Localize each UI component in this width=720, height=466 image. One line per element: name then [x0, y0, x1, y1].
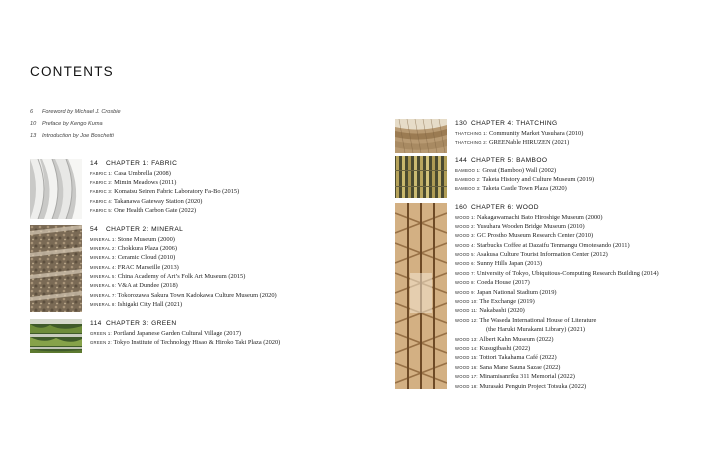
- chapter-page-number: 14: [90, 160, 99, 167]
- chapter-page-number: 160: [455, 204, 468, 211]
- project-entry: [455, 213, 659, 222]
- entry-title: GREENable HIRUZEN (2021): [488, 138, 570, 146]
- entry-title: Ceramic Cloud (2010): [117, 254, 176, 262]
- project-entry: [90, 329, 280, 338]
- project-entry: [455, 138, 583, 147]
- entry-title: Mimin Meadows (2011): [114, 178, 177, 186]
- entry-title: Great (Bamboo) Wall (2002): [482, 166, 557, 174]
- entry-title: Chokkura Plaza (2006): [117, 244, 178, 252]
- entry-title: Japan National Stadium (2019): [476, 288, 557, 296]
- entry-title: Stone Museum (2000): [117, 235, 175, 243]
- entry-label: WOOD 5:: [455, 252, 476, 258]
- entry-title: One Health Carbon Gate (2022): [114, 207, 197, 215]
- project-entry: [455, 269, 659, 278]
- entry-label: FABRIC 1:: [90, 170, 113, 176]
- project-entry: [90, 235, 277, 244]
- chapter-page-number: 144: [455, 157, 468, 164]
- project-entry: [90, 300, 277, 309]
- project-entry: [90, 187, 239, 196]
- chapter-entries: [90, 159, 239, 215]
- thatching-thumbnail: [395, 119, 447, 153]
- chapter-heading: [90, 225, 277, 234]
- chapter-title: CHAPTER 5: BAMBOO: [471, 157, 548, 164]
- entry-title: Portland Japanese Garden Cultural Village (2017): [113, 329, 242, 337]
- entry-title: Tokorozawa Sakura Town Kadokawa Culture Museum (2020): [117, 291, 277, 299]
- chapter-entries: [455, 119, 583, 147]
- chapter-heading: [90, 319, 280, 328]
- entry-label: WOOD 8:: [455, 280, 476, 286]
- entry-label: MINERAL 2:: [90, 245, 117, 251]
- project-entry: [455, 335, 659, 344]
- entry-title: University of Tokyo, Ubiquitous-Computing Research Building (2014): [476, 269, 659, 277]
- intro-page-number: 13: [30, 133, 37, 139]
- entry-title: Minamisanriku 311 Memorial (2022): [479, 373, 575, 381]
- entry-title: China Academy of Art’s Folk Art Museum (2015): [117, 273, 246, 281]
- project-entry: [455, 250, 659, 259]
- entry-title: Nakabashi (2020): [479, 307, 525, 315]
- entry-label: WOOD 18:: [455, 383, 478, 389]
- entry-label: MINERAL 4:: [90, 264, 117, 270]
- intro-page-number: 6: [30, 109, 34, 115]
- entry-label: BAMBOO 2:: [455, 176, 481, 182]
- entry-label: FABRIC 3:: [90, 189, 113, 195]
- chapter-entries: [455, 156, 594, 194]
- entry-label: GREEN 2:: [90, 339, 112, 345]
- entry-label: WOOD 9:: [455, 289, 476, 295]
- project-entry: [90, 253, 277, 262]
- entry-title: V&A at Dundee (2018): [117, 282, 178, 290]
- fabric-thumbnail: [30, 159, 82, 219]
- entry-title: FRAC Marseille (2013): [117, 263, 179, 271]
- chapter-page-number: 114: [90, 320, 102, 327]
- green-thumbnail: [30, 319, 82, 353]
- entry-title: Albert Kahn Museum (2022): [479, 335, 554, 343]
- entry-title: Taketa Castle Town Plaza (2020): [482, 185, 567, 193]
- project-entry: [90, 338, 280, 347]
- entry-label: THATCHING 2:: [455, 139, 488, 145]
- project-entry: [455, 184, 594, 193]
- intro-title: Introduction by Joe Boschetti: [42, 133, 114, 139]
- intro-entry: [30, 106, 121, 118]
- entry-title: The Waseda International House of Literature: [479, 316, 597, 324]
- project-entry: [455, 316, 659, 325]
- entry-label: WOOD 17:: [455, 374, 478, 380]
- entry-title: Asakusa Culture Tourist Information Center (2012): [476, 251, 608, 259]
- project-entry: [455, 175, 594, 184]
- entry-title: Sana Mane Sauna Sazae (2022): [479, 363, 561, 371]
- project-entry: [455, 297, 659, 306]
- entry-title: Sunny Hills Japan (2013): [476, 260, 543, 268]
- project-entry: [455, 278, 659, 287]
- entry-label: WOOD 10:: [455, 299, 478, 305]
- project-entry: [90, 206, 239, 215]
- entry-label: WOOD 16:: [455, 364, 478, 370]
- project-entry: [90, 178, 239, 187]
- project-entry: [455, 306, 659, 315]
- entry-title: (the Haruki Murakami Library) (2021): [486, 326, 586, 334]
- entry-title: The Exchange (2019): [479, 298, 535, 306]
- entry-title: Tottori Takahama Café (2022): [479, 354, 557, 362]
- mineral-thumbnail: [30, 225, 82, 312]
- project-entry: [90, 291, 277, 300]
- entry-title: Murasaki Penguin Project Totsuka (2022): [479, 382, 587, 390]
- entry-title: Coeda House (2017): [476, 279, 530, 287]
- entry-title: Taketa History and Culture Museum (2019): [482, 175, 595, 183]
- chapter-title: CHAPTER 3: GREEN: [106, 320, 177, 327]
- entry-label: BAMBOO 1:: [455, 167, 481, 173]
- project-entry: [455, 288, 659, 297]
- project-entry: [455, 129, 583, 138]
- entry-label: WOOD 2:: [455, 223, 476, 229]
- entry-label: WOOD 1:: [455, 214, 476, 220]
- entry-label: WOOD 7:: [455, 270, 476, 276]
- project-entry: [455, 166, 594, 175]
- intro-entry: [30, 118, 121, 130]
- chapter-title: CHAPTER 6: WOOD: [471, 204, 539, 211]
- project-entry: [455, 241, 659, 250]
- entry-label: MINERAL 3:: [90, 255, 117, 261]
- entry-title: Yusuhara Wooden Bridge Museum (2010): [476, 222, 585, 230]
- entry-label: FABRIC 5:: [90, 208, 113, 214]
- chapter-heading: [455, 119, 583, 128]
- chapter-page-number: 130: [455, 120, 468, 127]
- entry-label: MINERAL 7:: [90, 292, 117, 298]
- page-title: CONTENTS: [30, 64, 114, 79]
- chapter-entries: [90, 319, 280, 347]
- entry-label: FABRIC 4:: [90, 198, 113, 204]
- project-entry: [90, 281, 277, 290]
- entry-label: WOOD 12:: [455, 317, 478, 323]
- entry-label: WOOD 6:: [455, 261, 476, 267]
- entry-title: Komatsu Seiren Fabric Laboratory Fa-Bo (2015): [114, 188, 240, 196]
- entry-label: WOOD 15:: [455, 355, 478, 361]
- entry-title: Tokyo Institute of Technology Hisao & Hiroko Taki Plaza (2020): [113, 338, 281, 346]
- entry-label: GREEN 1:: [90, 330, 112, 336]
- chapter-title: CHAPTER 4: THATCHING: [471, 120, 558, 127]
- project-entry: [90, 169, 239, 178]
- chapter-entries: [90, 225, 277, 310]
- project-entry: [455, 382, 659, 391]
- entry-label: WOOD 14:: [455, 345, 478, 351]
- intro-title: Foreword by Michael J. Crosbie: [42, 109, 121, 115]
- entry-title: Kusugibashi (2022): [479, 344, 531, 352]
- project-entry: [455, 372, 659, 381]
- entry-label: MINERAL 1:: [90, 236, 117, 242]
- bamboo-thumbnail: [395, 156, 447, 198]
- project-entry: [90, 263, 277, 272]
- project-entry: [90, 197, 239, 206]
- entry-label: WOOD 4:: [455, 242, 476, 248]
- entry-title: Casa Umbrella (2008): [114, 169, 171, 177]
- project-entry: [455, 353, 659, 362]
- entry-label: MINERAL 8:: [90, 302, 117, 308]
- entry-title: Takanawa Gateway Station (2020): [113, 197, 203, 205]
- entry-label: WOOD 11:: [455, 308, 478, 314]
- entry-title: GC Prostho Museum Research Center (2010): [476, 232, 594, 240]
- entry-label: WOOD 13:: [455, 336, 478, 342]
- entry-label: WOOD 3:: [455, 233, 476, 239]
- project-entry: [455, 363, 659, 372]
- entry-label: FABRIC 2:: [90, 179, 113, 185]
- entry-label: MINERAL 5:: [90, 274, 117, 280]
- entry-title: Nakagawamachi Bato Hiroshige Museum (2000): [476, 213, 603, 221]
- wood-thumbnail: [395, 203, 447, 389]
- chapter-heading: [455, 203, 659, 212]
- entry-title: Starbucks Coffee at Dazaifu Tenmangu Omotesando (2011): [476, 241, 630, 249]
- intro-entry: [30, 130, 121, 142]
- project-entry-continuation: [455, 325, 659, 334]
- entry-title: Ishigaki City Hall (2021): [117, 301, 183, 309]
- entry-title: Community Market Yusuhara (2010): [488, 129, 584, 137]
- chapter-title: CHAPTER 1: FABRIC: [106, 160, 178, 167]
- entry-label: MINERAL 6:: [90, 283, 117, 289]
- intro-page-number: 10: [30, 121, 37, 127]
- chapter-page-number: 54: [90, 226, 99, 233]
- intro-title: Preface by Kengo Kuma: [42, 121, 103, 127]
- project-entry: [90, 244, 277, 253]
- project-entry: [455, 222, 659, 231]
- project-entry: [455, 344, 659, 353]
- project-entry: [455, 231, 659, 240]
- chapter-heading: [455, 156, 594, 165]
- entry-label: BAMBOO 3:: [455, 186, 481, 192]
- project-entry: [90, 272, 277, 281]
- front-matter-list: [30, 106, 121, 142]
- chapter-entries: [455, 203, 659, 391]
- chapter-heading: [90, 159, 239, 168]
- entry-label: THATCHING 1:: [455, 130, 488, 136]
- project-entry: [455, 259, 659, 268]
- chapter-title: CHAPTER 2: MINERAL: [106, 226, 184, 233]
